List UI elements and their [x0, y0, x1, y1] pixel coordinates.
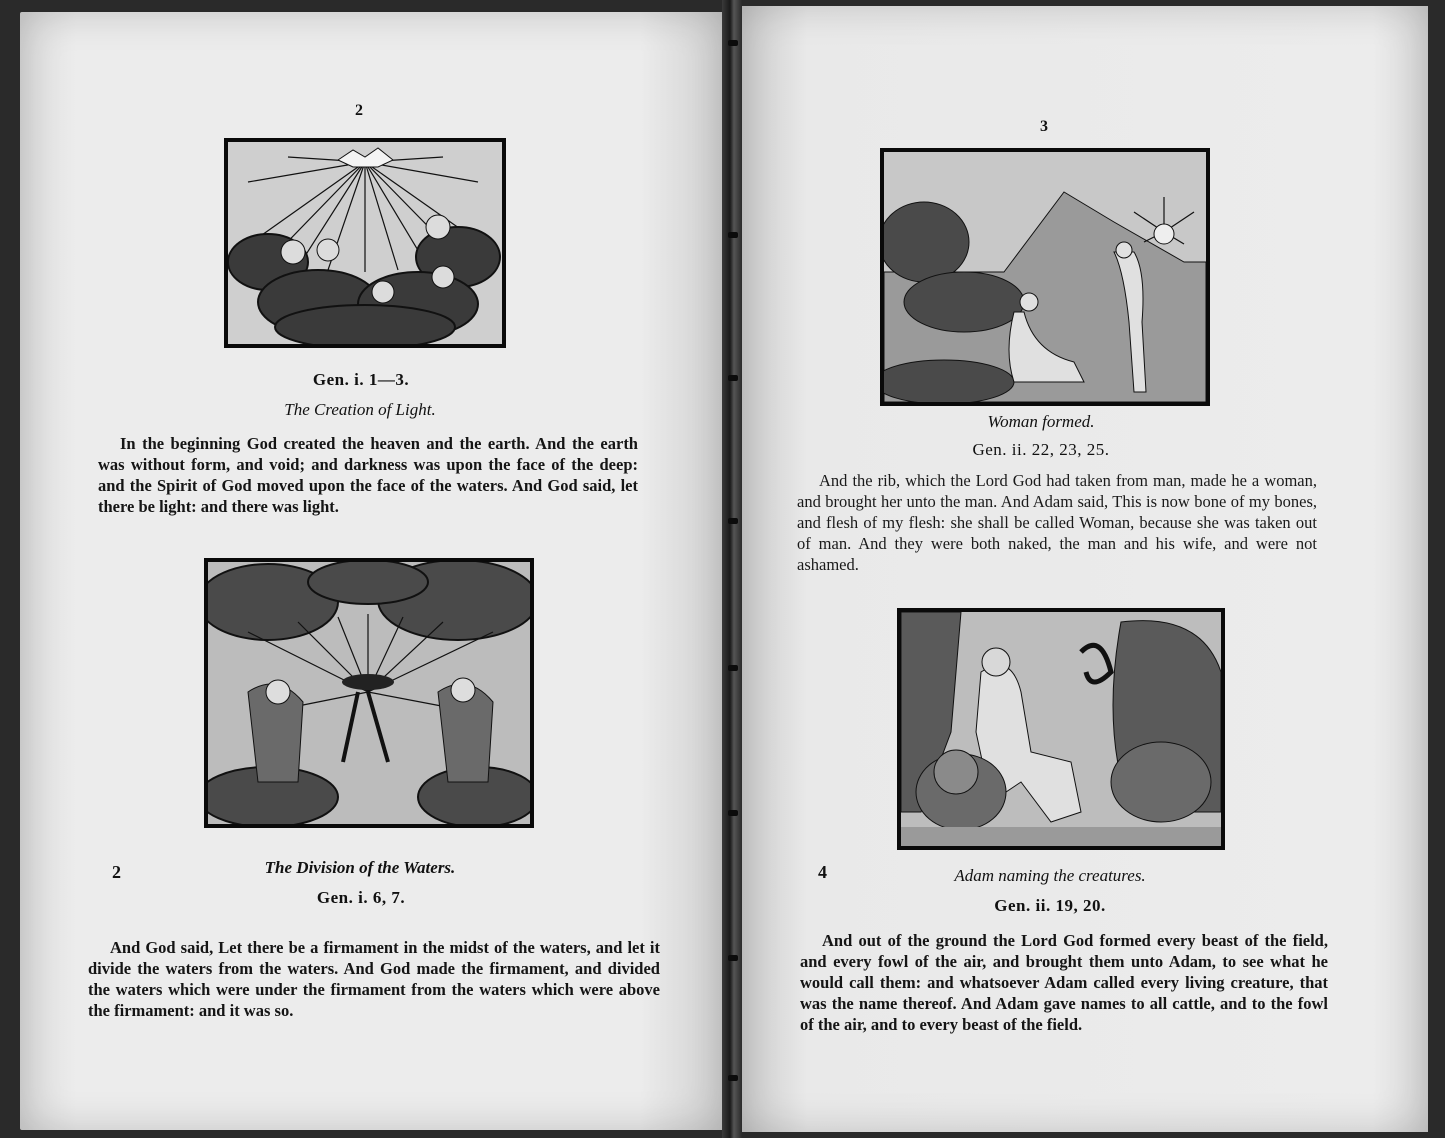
- division-of-waters-woodcut: [204, 558, 534, 828]
- figure-caption: The Creation of Light.: [284, 400, 436, 419]
- binding-stitch: [728, 375, 738, 381]
- binding-stitch: [728, 1075, 738, 1081]
- scripture-paragraph: And God said, Let there be a firmament in the midst of the waters, and let it divide the waters from the waters. And God made the firmament, and divided the waters which were under the firmament from the waters which were above the firmament: and it was so.: [88, 938, 660, 1020]
- page-number-right: 3: [1040, 118, 1048, 135]
- woman-formed-woodcut: [880, 148, 1210, 406]
- binding-stitch: [728, 518, 738, 524]
- figure-caption: Adam naming the creatures.: [954, 866, 1146, 885]
- page-side-number: 2: [112, 862, 121, 882]
- binding-stitch: [728, 810, 738, 816]
- binding-stitch: [728, 232, 738, 238]
- book-gutter-binding: [722, 0, 742, 1138]
- figure-reference: Gen. ii. 19, 20.: [994, 896, 1106, 915]
- binding-stitch: [728, 955, 738, 961]
- binding-stitch: [728, 40, 738, 46]
- adam-naming-creatures-woodcut: [897, 608, 1225, 850]
- figure-reference: Gen. i. 6, 7.: [316, 888, 406, 907]
- figure-reference: Gen. ii. 22, 23, 25.: [972, 440, 1110, 459]
- figure-caption: The Division of the Waters.: [264, 858, 456, 877]
- page-number-left: 2: [355, 102, 363, 119]
- scripture-paragraph: And the rib, which the Lord God had taken from man, made he a woman, and brought her unto the man. And Adam said, This is now bone of my bones, and flesh of my flesh: she shall be called Woman, because she was taken out of man. And they were both naked, the man and his wife, and were not ashamed.: [797, 471, 1317, 574]
- binding-stitch: [728, 665, 738, 671]
- scripture-paragraph: And out of the ground the Lord God formed every beast of the field, and every fowl of the air, and brought them unto Adam, to see what he would call them: and whatsoever Adam called every living creature, that was the name thereof. And Adam gave names to all cattle, and to the fowl of the air, and to every beast of the field.: [800, 931, 1328, 1034]
- page-side-number: 4: [818, 862, 827, 882]
- figure-caption: Woman formed.: [987, 412, 1095, 431]
- creation-of-light-woodcut: [224, 138, 506, 348]
- scripture-paragraph: In the beginning God created the heaven and the earth. And the earth was without form, and void; and darkness was upon the face of the deep: and the Spirit of God moved upon the face of the waters. And God said, let there be light: and there was light.: [98, 434, 638, 516]
- figure-reference: Gen. i. 1—3.: [312, 370, 410, 389]
